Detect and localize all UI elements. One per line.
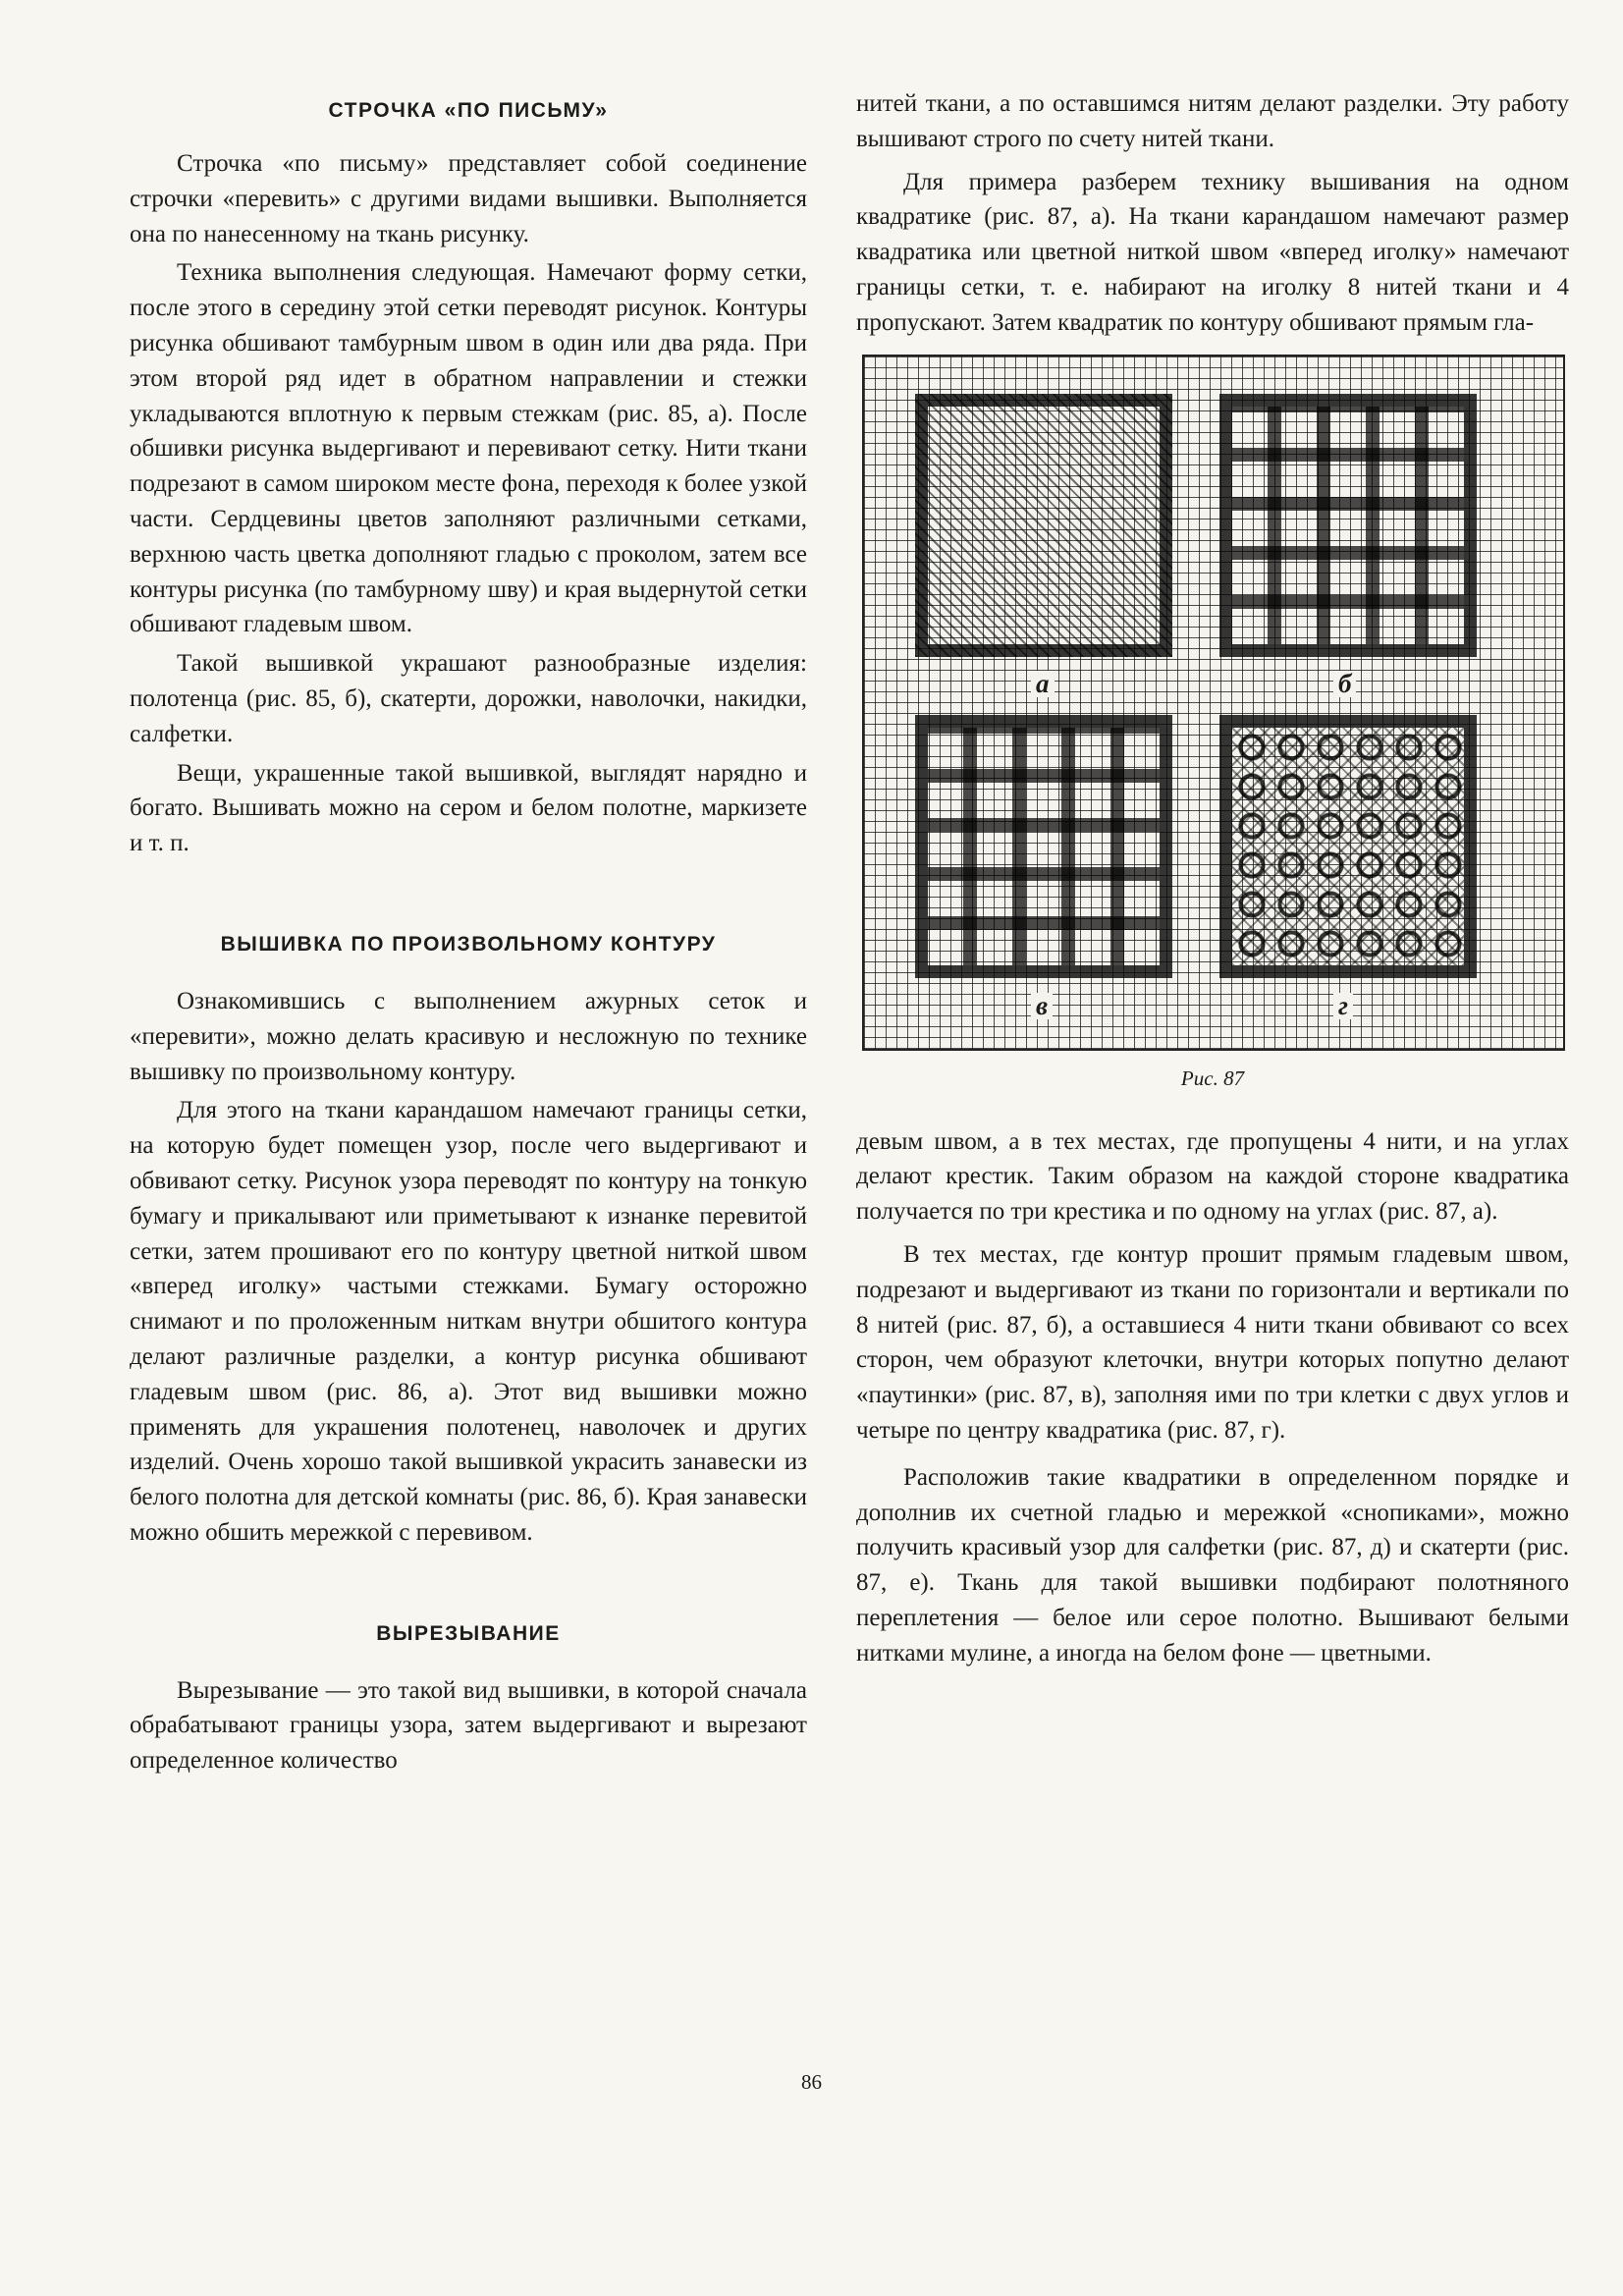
paragraph: Для этого на ткани карандашом намечают границы сетки, на которую будет помещен узор, после чего выдергивают и обвивают сетку. Рисунок узора переводят по контуру на тонкую бумагу и прикалывают или приметывают к изнанке перевитой сетки, затем прошивают его по контуру цветной ниткой швом «вперед иголку» частыми стежками. Бумагу осторожно снимают и по проложенным ниткам внутри обшитого контура делают различные разделки, а контур рисунка обшивают гладевым швом (рис. 86, а). Этот вид вышивки можно применять для украшения полотенец, наволочек и других изделий. Очень хорошо такой вышивкой украсить занавески из белого полотна для детской комнаты (рис. 86, б). Края занавески можно обшить мережкой с перевивом.: [130, 1097, 807, 1546]
square-v: [915, 715, 1172, 978]
square-g-spiderwebs: [1232, 728, 1464, 965]
paragraph: Такой вышивкой украшают разнообразные изделия: полотенца (рис. 85, б), скатерти, дорожки, наволочки, накидки, салфетки.: [130, 650, 807, 747]
paragraph: Вещи, украшенные такой вышивкой, выглядят нарядно и богато. Вышивать можно на сером и белом полотне, маркизете и т. п.: [130, 759, 807, 857]
section-title-vyrezyvanie: ВЫРЕЗЫВАНИЕ: [376, 1621, 561, 1645]
square-a: [915, 394, 1172, 657]
square-b-mesh: [1232, 407, 1464, 644]
paragraph: Для примера разберем технику вышивания на одном квадратике (рис. 87, а). На ткани карандашом намечают размер квадратика или цветной ниткой швом «вперед иголку» намечают границы сетки, т. е. набирают на иголку 8 нитей ткани и 4 пропускают. Затем квадратик по контуру обшивают прямым гла-: [856, 168, 1569, 336]
square-b: [1219, 394, 1477, 657]
section-title-po-pismu: СТРОЧКА «ПО ПИСЬМУ»: [328, 99, 609, 122]
paragraph: девым швом, а в тех местах, где пропущены 4 нити, и на углах делают крестик. Таким образом на каждой стороне квадратика получается по три крестика и по одному на углах (рис. 87, а).: [856, 1127, 1569, 1226]
section-title-free-contour: ВЫШИВКА ПО ПРОИЗВОЛЬНОМУ КОНТУРУ: [220, 932, 717, 956]
paragraph: Техника выполнения следующая. Намечают форму сетки, после этого в середину этой сетки переводят рисунок. Контуры рисунка обшивают тамбурным швом в один или два ряда. При этом второй ряд идет в обратном направлении и стежки укладываются вплотную к первым стежкам (рис. 85, а). После обшивки рисунка выдергивают и перевивают сетку. Нити ткани подрезают в самом широком месте фона, переходя к более узкой части. Сердцевины цветов заполняют различными сетками, верхнюю часть цветка дополняют гладью с проколом, затем все контуры рисунка (по тамбурному шву) и края выдернутой сетки обшивают гладевым швом.: [130, 259, 807, 638]
square-g: [1219, 715, 1477, 978]
page-number: 86: [801, 2070, 822, 2094]
square-v-mesh: [928, 728, 1160, 965]
figure-caption: Рис. 87: [1180, 1066, 1245, 1090]
right-column: [856, 86, 1569, 1671]
paragraph: Расположив такие квадратики в определенном порядке и дополнив их счетной гладью и мережкой «снопиками», можно получить красивый узор для салфетки (рис. 87, д) и скатерти (рис. 87, е). Ткань для такой вышивки подбирают полотняного переплетения — белое или серое полотно. Вышивают белыми нитками мулине, а иногда на белом фоне — цветными.: [856, 1463, 1569, 1667]
paragraph: Строчка «по письму» представляет собой соединение строчки «перевить» с другими видами вышивки. Выполняется она по нанесенному на ткань рисунку.: [130, 150, 807, 247]
figure-label-b: б: [1333, 671, 1356, 697]
paragraph: Ознакомившись с выполнением ажурных сеток и «перевити», можно делать красивую и несложную по технике вышивку по произвольному контуру.: [130, 987, 807, 1085]
paragraph: В тех местах, где контур прошит прямым гладевым швом, подрезают и выдергивают из ткани по горизонтали и вертикали по 8 нитей (рис. 87, б), а оставшиеся 4 нити ткани обвивают со всех сторон, чем образуют клеточки, внутри которых попутно делают «паутинки» (рис. 87, в), заполняя ими по три клетки с двух углов и четыре по центру квадратика (рис. 87, г).: [856, 1240, 1569, 1444]
figure-87: [856, 355, 1569, 1091]
embroidery-grid-illustration: [862, 355, 1565, 1051]
square-a-crosses: [915, 394, 1172, 657]
figure-label-v: в: [1031, 993, 1053, 1019]
figure-label-g: г: [1333, 993, 1353, 1019]
paragraph: Вырезывание — это такой вид вышивки, в которой сначала обрабатывают границы узора, затем выдергивают и вырезают определенное количество: [130, 1676, 807, 1775]
figure-label-a: а: [1031, 671, 1055, 697]
left-column: [130, 86, 807, 1778]
paragraph: нитей ткани, а по оставшимся нитям делают разделки. Эту работу вышивают строго по счету нитей ткани.: [856, 90, 1569, 152]
